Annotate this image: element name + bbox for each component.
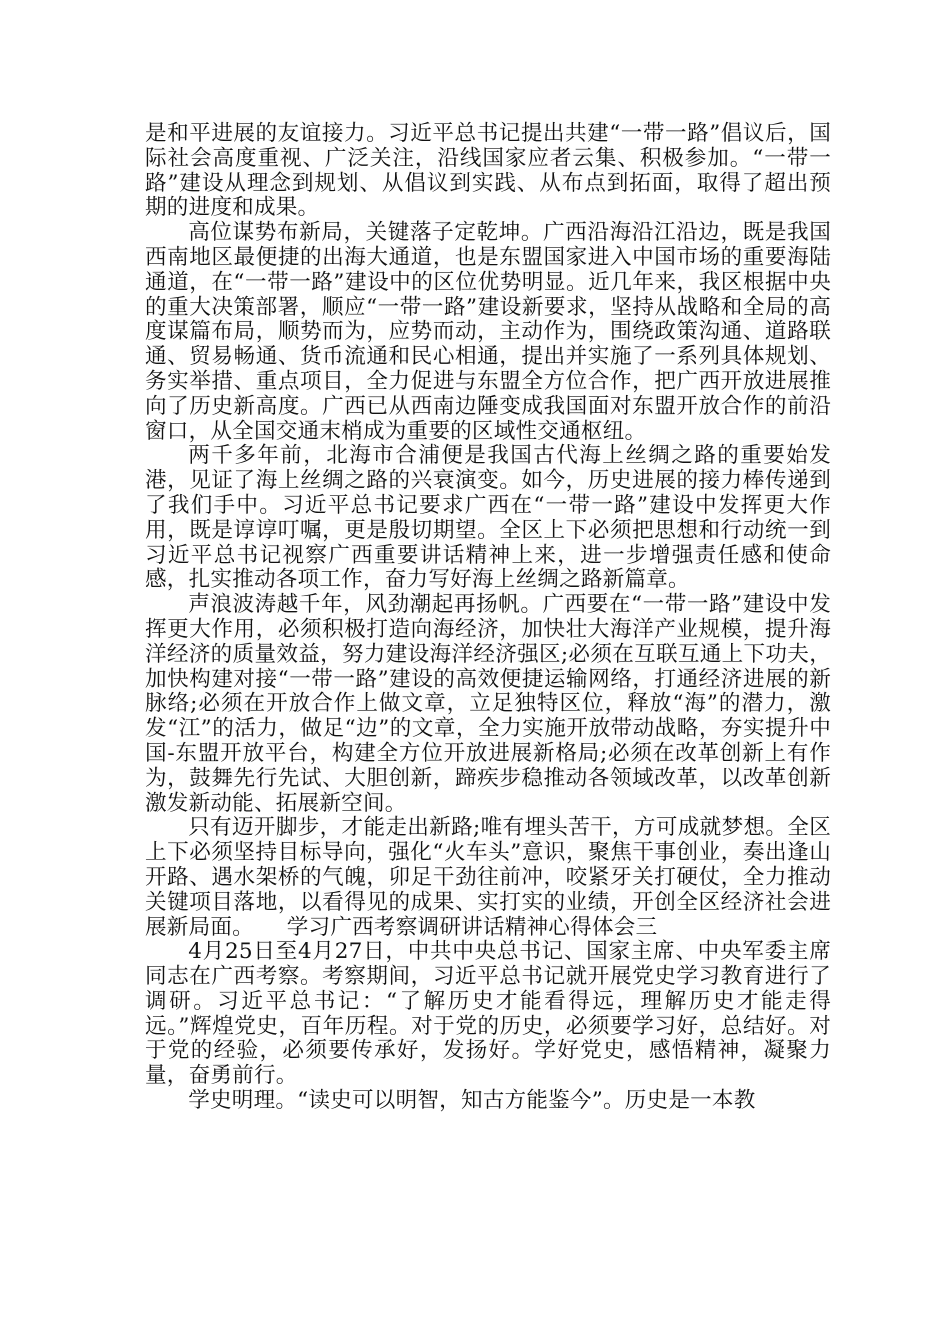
paragraph-1: 是和平进展的友谊接力。习近平总书记提出共建“一带一路”倡议后，国际社会高度重视、广泛关注，沿线国家应者云集、积极参加。“一带一路”建设从理念到规划、从倡议到实践、从布点到拓面，取得了超出预期的进度和成果。 <box>145 121 831 221</box>
paragraph-4: 声浪波涛越千年，风劲潮起再扬帆。广西要在“一带一路”建设中发挥更大作用，必须积极打造向海经济，加快壮大海洋产业规模，提升海洋经济的质量效益，努力建设海洋经济强区;必须在互联互通上下功夫，加快构建对接“一带一路”建设的高效便捷运输网络，打通经济进展的新脉络;必须在开放合作上做文章，立足独特区位，释放“海”的潜力，激发“江”的活力，做足“边”的文章，全力实施开放带动战略，夯实提升中国-东盟开放平台，构建全方位开放进展新格局;必须在改革创新上有作为，鼓舞先行先试、大胆创新，蹄疾步稳推动各领域改革，以改革创新激发新动能、拓展新空间。 <box>145 592 831 816</box>
document-page <box>145 122 831 1114</box>
paragraph-6: 4月25日至4月27日，中共中央总书记、国家主席、中央军委主席同志在广西考察。考察期间，习近平总书记就开展党史学习教育进行了调研。习近平总书记：“了解历史才能看得远，理解历史才能走得远。”辉煌党史，百年历程。对于党的历史，必须要学习好，总结好。对于党的经验，必须要传承好，发扬好。学好党史，感悟精神，凝聚力量，奋勇前行。 <box>145 939 831 1089</box>
paragraph-3: 两千多年前，北海市合浦便是我国古代海上丝绸之路的重要始发港，见证了海上丝绸之路的兴衰演变。如今，历史进展的接力棒传递到了我们手中。习近平总书记要求广西在“一带一路”建设中发挥更大作用，既是谆谆叮嘱，更是殷切期望。全区上下必须把思想和行动统一到习近平总书记视察广西重要讲话精神上来，进一步增强责任感和使命感，扎实推动各项工作，奋力写好海上丝绸之路新篇章。 <box>145 443 831 593</box>
paragraph-7: 学史明理。“读史可以明智，知古方能鉴今”。历史是一本教 <box>188 1088 756 1114</box>
paragraph-2: 高位谋势布新局，关键落子定乾坤。广西沿海沿江沿边，既是我国西南地区最便捷的出海大通道，也是东盟国家进入中国市场的重要海陆通道，在“一带一路”建设中的区位优势明显。近几年来，我区根据中央的重大决策部署，顺应“一带一路”建设新要求，坚持从战略和全局的高度谋篇布局，顺势而为，应势而动，主动作为，围绕政策沟通、道路联通、贸易畅通、货币流通和民心相通，提出并实施了一系列具体规划、务实举措、重点项目，全力促进与东盟全方位合作，把广西开放进展推向了历史新高度。广西已从西南边陲变成我国面对东盟开放合作的前沿窗口，从全国交通末梢成为重要的区域性交通枢纽。 <box>145 220 831 444</box>
paragraph-5: 只有迈开脚步，才能走出新路;唯有埋头苦干，方可成就梦想。全区上下必须坚持目标导向，强化“火车头”意识，聚焦干事创业，奏出逢山开路、遇水架桥的气魄，卯足干劲往前冲，咬紧牙关打硬仗，全力推动关键项目落地，以看得见的成果、实打实的业绩，开创全区经济社会进展新局面。 学习广西考察调研讲话精神心得体会三 <box>145 815 831 940</box>
